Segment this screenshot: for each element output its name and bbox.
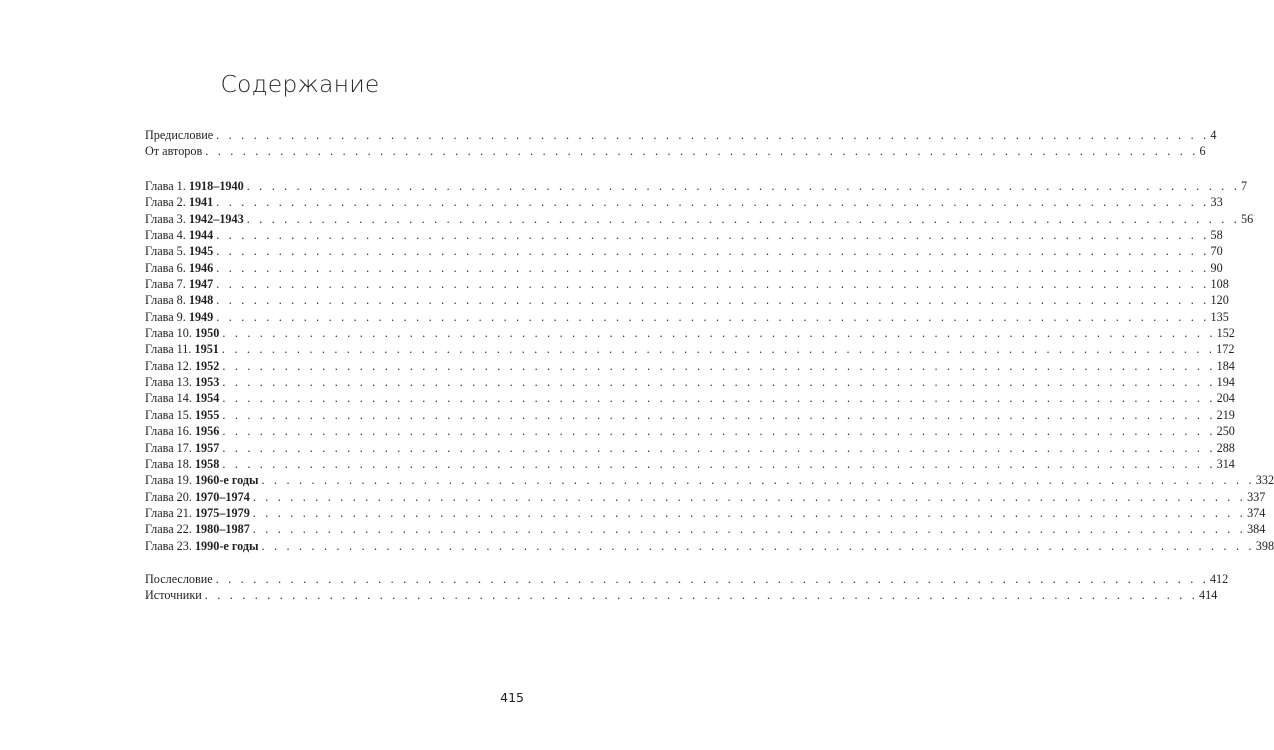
chapter-years: 1954 bbox=[194, 391, 220, 406]
toc-entry bbox=[145, 194, 1223, 210]
toc-entry-title bbox=[145, 260, 213, 276]
toc-entry-title bbox=[145, 341, 219, 357]
toc-entry-title bbox=[145, 374, 219, 390]
toc-front-matter bbox=[145, 127, 1217, 160]
toc-page-number: 90 bbox=[1210, 260, 1223, 275]
toc-entry-title bbox=[145, 521, 250, 537]
toc-entry-title bbox=[145, 407, 219, 423]
chapter-label: Глава 3. bbox=[145, 211, 189, 226]
chapter-label: Глава 10. bbox=[145, 326, 195, 341]
dot-leader: . . . . . . . . . . . . . . . . . . . . . . . . . . . . . . . . . . . . . . . . . . . . . . . . . . . . . . . . . . . . . . . . . . . . . . . . . . . . . . . . bbox=[216, 195, 1210, 210]
dot-leader: . . . . . . . . . . . . . . . . . . . . . . . . . . . . . . . . . . . . . . . . . . . . . . . . . . . . . . . . . . . . . . . . . . . . . . . . . . . . . . . . bbox=[216, 293, 1210, 308]
toc-entry bbox=[145, 127, 1217, 143]
toc-entry-title bbox=[145, 178, 244, 194]
toc-entry bbox=[145, 325, 1235, 341]
toc-entry bbox=[145, 521, 1266, 537]
chapter-years: 1952 bbox=[194, 358, 220, 373]
toc-page-number: 250 bbox=[1216, 424, 1235, 439]
chapter-years: 1990-е годы bbox=[194, 538, 259, 553]
toc-entry-title: Послесловие bbox=[145, 572, 213, 586]
chapter-label: Глава 23. bbox=[145, 538, 195, 553]
toc-page-number: 194 bbox=[1216, 375, 1235, 390]
dot-leader: . . . . . . . . . . . . . . . . . . . . . . . . . . . . . . . . . . . . . . . . . . . . . . . . . . . . . . . . . . . . . . . . . . . . . . . . . . . . . . . . bbox=[216, 244, 1210, 259]
chapter-label: Глава 1. bbox=[145, 179, 189, 193]
dot-leader: . . . . . . . . . . . . . . . . . . . . . . . . . . . . . . . . . . . . . . . . . . . . . . . . . . . . . . . . . . . . . . . . . . . . . . . . . . . . . . . . bbox=[222, 407, 1216, 422]
toc-entry-title bbox=[145, 211, 244, 227]
toc-entry bbox=[145, 341, 1235, 357]
dot-leader: . . . . . . . . . . . . . . . . . . . . . . . . . . . . . . . . . . . . . . . . . . . . . . . . . . . . . . . . . . . . . . . . . . . . . . . . . . . . . . . . bbox=[216, 228, 1210, 243]
toc-page-number: 56 bbox=[1240, 211, 1254, 226]
toc-entry-title bbox=[145, 309, 213, 325]
toc-entry-title bbox=[145, 243, 213, 259]
toc-entry bbox=[145, 143, 1206, 159]
page-title: Содержание bbox=[220, 70, 380, 98]
toc-entry-title bbox=[145, 292, 213, 308]
chapter-years: 1957 bbox=[194, 440, 220, 455]
toc-page-number: 384 bbox=[1247, 522, 1266, 537]
dot-leader: . . . . . . . . . . . . . . . . . . . . . . . . . . . . . . . . . . . . . . . . . . . . . . . . . . . . . . . . . . . . . . . . . . . . . . . . . . . . . . . . bbox=[204, 588, 1199, 603]
toc-entry-title bbox=[145, 538, 259, 554]
toc-entry-title bbox=[145, 423, 219, 439]
toc-entry-title bbox=[145, 358, 219, 374]
chapter-label: Глава 7. bbox=[145, 277, 189, 292]
toc-entry bbox=[145, 276, 1229, 292]
dot-leader: . . . . . . . . . . . . . . . . . . . . . . . . . . . . . . . . . . . . . . . . . . . . . . . . . . . . . . . . . . . . . . . . . . . . . . . . . . . . . . . . bbox=[216, 260, 1210, 275]
dot-leader: . . . . . . . . . . . . . . . . . . . . . . . . . . . . . . . . . . . . . . . . . . . . . . . . . . . . . . . . . . . . . . . . . . . . . . . . . . . . . . . . bbox=[246, 211, 1240, 226]
chapter-label: Глава 11. bbox=[145, 342, 195, 357]
toc-entry bbox=[145, 472, 1274, 488]
chapter-years: 1945 bbox=[188, 244, 214, 259]
toc-entry-title bbox=[145, 505, 250, 521]
dot-leader: . . . . . . . . . . . . . . . . . . . . . . . . . . . . . . . . . . . . . . . . . . . . . . . . . . . . . . . . . . . . . . . . . . . . . . . . . . . . . . . . bbox=[216, 277, 1210, 292]
dot-leader: . . . . . . . . . . . . . . . . . . . . . . . . . . . . . . . . . . . . . . . . . . . . . . . . . . . . . . . . . . . . . . . . . . . . . . . . . . . . . . . . bbox=[216, 128, 1210, 142]
toc-entry bbox=[145, 309, 1229, 325]
dot-leader: . . . . . . . . . . . . . . . . . . . . . . . . . . . . . . . . . . . . . . . . . . . . . . . . . . . . . . . . . . . . . . . . . . . . . . . . . . . . . . . . bbox=[205, 144, 1199, 159]
toc-entry bbox=[145, 505, 1266, 521]
toc-entry bbox=[145, 211, 1254, 227]
chapter-years: 1941 bbox=[188, 195, 214, 210]
toc-chapters bbox=[145, 178, 1274, 554]
chapter-label: Глава 19. bbox=[145, 473, 195, 488]
chapter-years: 1950 bbox=[194, 326, 220, 341]
toc-page-number: 152 bbox=[1216, 326, 1235, 341]
chapter-years: 1960-е годы bbox=[194, 473, 259, 488]
toc-entry-title bbox=[145, 489, 250, 505]
chapter-years: 1951 bbox=[194, 342, 219, 357]
toc-entry bbox=[145, 243, 1223, 259]
chapter-years: 1948 bbox=[188, 293, 214, 308]
dot-leader: . . . . . . . . . . . . . . . . . . . . . . . . . . . . . . . . . . . . . . . . . . . . . . . . . . . . . . . . . . . . . . . . . . . . . . . . . . . . . . . . bbox=[221, 342, 1216, 357]
chapter-years: 1944 bbox=[188, 228, 214, 243]
dot-leader: . . . . . . . . . . . . . . . . . . . . . . . . . . . . . . . . . . . . . . . . . . . . . . . . . . . . . . . . . . . . . . . . . . . . . . . . . . . . . . . . bbox=[216, 309, 1210, 324]
toc-entry bbox=[145, 538, 1274, 554]
dot-leader: . . . . . . . . . . . . . . . . . . . . . . . . . . . . . . . . . . . . . . . . . . . . . . . . . . . . . . . . . . . . . . . . . . . . . . . . . . . . . . . . bbox=[222, 424, 1216, 439]
toc-page-number: 288 bbox=[1216, 440, 1235, 455]
chapter-label: Глава 6. bbox=[145, 260, 189, 275]
dot-leader: . . . . . . . . . . . . . . . . . . . . . . . . . . . . . . . . . . . . . . . . . . . . . . . . . . . . . . . . . . . . . . . . . . . . . . . . . . . . . . . . bbox=[222, 391, 1216, 406]
toc-entry-title bbox=[145, 276, 213, 292]
chapter-years: 1946 bbox=[188, 260, 214, 275]
chapter-label: Глава 14. bbox=[145, 391, 195, 406]
toc-page-number: 6 bbox=[1199, 144, 1206, 159]
dot-leader: . . . . . . . . . . . . . . . . . . . . . . . . . . . . . . . . . . . . . . . . . . . . . . . . . . . . . . . . . . . . . . . . . . . . . . . . . . . . . . . . bbox=[252, 489, 1247, 504]
chapter-label: Глава 8. bbox=[145, 293, 189, 308]
toc-page-number: 120 bbox=[1210, 293, 1229, 308]
toc-page-number: 135 bbox=[1210, 309, 1229, 324]
chapter-label: Глава 17. bbox=[145, 440, 195, 455]
chapter-years: 1947 bbox=[188, 277, 214, 292]
chapter-label: Глава 22. bbox=[145, 522, 195, 537]
toc-entry bbox=[145, 178, 1248, 194]
toc-entry bbox=[145, 489, 1266, 505]
toc-entry-title bbox=[145, 390, 219, 406]
toc-page-number: 7 bbox=[1240, 179, 1248, 193]
dot-leader: . . . . . . . . . . . . . . . . . . . . . . . . . . . . . . . . . . . . . . . . . . . . . . . . . . . . . . . . . . . . . . . . . . . . . . . . . . . . . . . . bbox=[222, 358, 1216, 373]
toc-entry-title bbox=[145, 472, 259, 488]
dot-leader: . . . . . . . . . . . . . . . . . . . . . . . . . . . . . . . . . . . . . . . . . . . . . . . . . . . . . . . . . . . . . . . . . . . . . . . . . . . . . . . . bbox=[222, 326, 1216, 341]
chapter-years: 1970–1974 bbox=[194, 489, 250, 504]
chapter-years: 1980–1987 bbox=[194, 522, 250, 537]
toc-entry bbox=[145, 260, 1223, 276]
chapter-years: 1918–1940 bbox=[188, 179, 244, 193]
toc-page-number: 337 bbox=[1247, 489, 1266, 504]
toc-page-number: 172 bbox=[1216, 342, 1235, 357]
chapter-years: 1955 bbox=[194, 407, 220, 422]
toc-page-number: 4 bbox=[1210, 128, 1217, 142]
toc-page-number: 184 bbox=[1216, 358, 1235, 373]
toc-page-number: 108 bbox=[1210, 277, 1229, 292]
chapter-label: Глава 13. bbox=[145, 375, 195, 390]
toc-entry bbox=[145, 292, 1229, 308]
dot-leader: . . . . . . . . . . . . . . . . . . . . . . . . . . . . . . . . . . . . . . . . . . . . . . . . . . . . . . . . . . . . . . . . . . . . . . . . . . . . . . . . bbox=[222, 375, 1216, 390]
toc-page-number: 219 bbox=[1216, 407, 1235, 422]
toc-entry-title bbox=[145, 456, 219, 472]
toc-entry-title bbox=[145, 440, 219, 456]
toc-entry-title: Предисловие bbox=[145, 128, 214, 142]
toc-entry-title: От авторов bbox=[145, 144, 203, 159]
chapter-label: Глава 15. bbox=[145, 407, 195, 422]
toc-page-number: 204 bbox=[1216, 391, 1235, 406]
toc-entry bbox=[145, 440, 1235, 456]
toc-entry bbox=[145, 374, 1235, 390]
chapter-years: 1953 bbox=[194, 375, 220, 390]
toc-page-number: 332 bbox=[1255, 473, 1274, 488]
toc-page-number: 314 bbox=[1216, 456, 1235, 471]
toc-back-matter bbox=[145, 571, 1229, 604]
toc-entry bbox=[145, 456, 1235, 472]
chapter-label: Глава 12. bbox=[145, 358, 195, 373]
toc-entry bbox=[145, 587, 1218, 603]
toc-entry bbox=[145, 571, 1229, 587]
chapter-label: Глава 4. bbox=[145, 228, 189, 243]
chapter-years: 1949 bbox=[188, 309, 214, 324]
chapter-label: Глава 21. bbox=[145, 505, 195, 520]
chapter-years: 1942–1943 bbox=[188, 211, 244, 226]
chapter-years: 1958 bbox=[194, 456, 220, 471]
dot-leader: . . . . . . . . . . . . . . . . . . . . . . . . . . . . . . . . . . . . . . . . . . . . . . . . . . . . . . . . . . . . . . . . . . . . . . . . . . . . . . . . bbox=[252, 522, 1247, 537]
chapter-label: Глава 5. bbox=[145, 244, 189, 259]
toc-page-number: 33 bbox=[1210, 195, 1223, 210]
dot-leader: . . . . . . . . . . . . . . . . . . . . . . . . . . . . . . . . . . . . . . . . . . . . . . . . . . . . . . . . . . . . . . . . . . . . . . . . . . . . . . . . bbox=[222, 440, 1216, 455]
toc-page-number: 374 bbox=[1247, 505, 1266, 520]
chapter-years: 1975–1979 bbox=[194, 505, 250, 520]
toc-entry-title bbox=[145, 325, 219, 341]
chapter-label: Глава 9. bbox=[145, 309, 189, 324]
toc-page-number: 70 bbox=[1210, 244, 1223, 259]
toc-page-number: 414 bbox=[1199, 588, 1218, 603]
toc-page-number: 398 bbox=[1255, 538, 1274, 553]
toc-entry bbox=[145, 423, 1235, 439]
dot-leader: . . . . . . . . . . . . . . . . . . . . . . . . . . . . . . . . . . . . . . . . . . . . . . . . . . . . . . . . . . . . . . . . . . . . . . . . . . . . . . . . bbox=[246, 179, 1240, 193]
toc-entry bbox=[145, 227, 1223, 243]
page-number-footer: 415 bbox=[500, 690, 524, 705]
dot-leader: . . . . . . . . . . . . . . . . . . . . . . . . . . . . . . . . . . . . . . . . . . . . . . . . . . . . . . . . . . . . . . . . . . . . . . . . . . . . . . . . bbox=[261, 538, 1255, 553]
toc-page-number: 58 bbox=[1210, 228, 1223, 243]
chapter-label: Глава 18. bbox=[145, 456, 195, 471]
dot-leader: . . . . . . . . . . . . . . . . . . . . . . . . . . . . . . . . . . . . . . . . . . . . . . . . . . . . . . . . . . . . . . . . . . . . . . . . . . . . . . . . bbox=[261, 473, 1255, 488]
chapter-label: Глава 2. bbox=[145, 195, 189, 210]
toc-entry bbox=[145, 407, 1235, 423]
toc-entry bbox=[145, 390, 1235, 406]
toc-entry-title: Источники bbox=[145, 588, 202, 603]
dot-leader: . . . . . . . . . . . . . . . . . . . . . . . . . . . . . . . . . . . . . . . . . . . . . . . . . . . . . . . . . . . . . . . . . . . . . . . . . . . . . . . . bbox=[252, 505, 1247, 520]
dot-leader: . . . . . . . . . . . . . . . . . . . . . . . . . . . . . . . . . . . . . . . . . . . . . . . . . . . . . . . . . . . . . . . . . . . . . . . . . . . . . . . . bbox=[222, 456, 1216, 471]
toc-entry-title bbox=[145, 194, 213, 210]
chapter-years: 1956 bbox=[194, 424, 220, 439]
dot-leader: . . . . . . . . . . . . . . . . . . . . . . . . . . . . . . . . . . . . . . . . . . . . . . . . . . . . . . . . . . . . . . . . . . . . . . . . . . . . . . . . bbox=[215, 572, 1209, 586]
toc-entry-title bbox=[145, 227, 213, 243]
chapter-label: Глава 16. bbox=[145, 424, 195, 439]
toc-entry bbox=[145, 358, 1235, 374]
chapter-label: Глава 20. bbox=[145, 489, 195, 504]
toc-page-number: 412 bbox=[1209, 572, 1229, 586]
